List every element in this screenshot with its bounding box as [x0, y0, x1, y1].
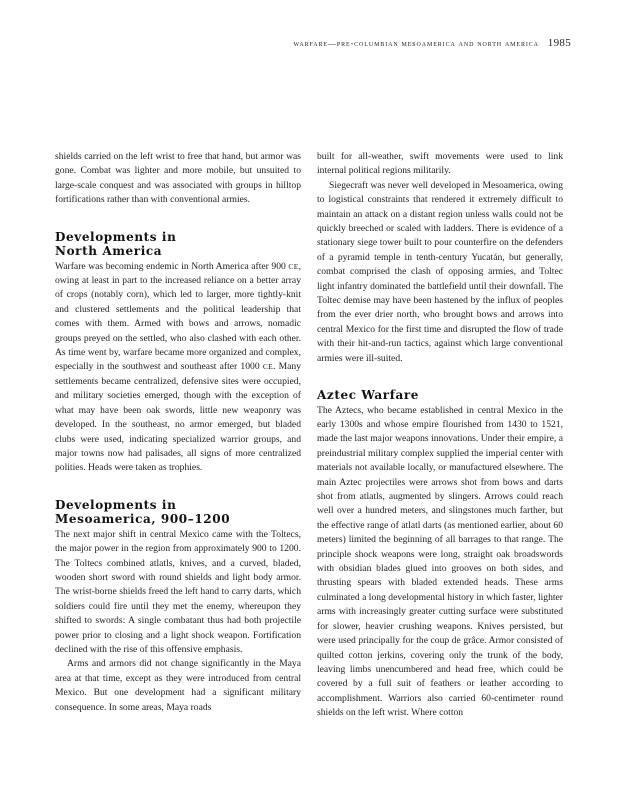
paragraph-north-america-part-a: Warfare was becoming endemic in North America after 900 [55, 260, 289, 272]
paragraph-roads: built for all-weather, swift movements were used to link internal political regions militarily. [317, 151, 563, 177]
heading-aztec-warfare: Aztec Warfare [317, 388, 420, 403]
heading-mesoamerica-line1: Developments in [55, 497, 177, 512]
running-head [293, 37, 571, 49]
paragraph-aztecs: The Aztecs, who became established in central Mexico in the early 1300s and whose empire flourished from 1430 to 1521, made the last major weapons innovations. Under their empire, a preindustrial military complex supplied the imperial center with materials not available locally, or manufactured elsewhere. The main Aztec projectiles were arrows shot from bows and darts shot from atlatls, augmented by slingers. Arrows could reach well over a hundred meters, and slingstones much farther, but the effective range of atlatl darts (as mentioned earlier, about 60 meters) limited the beginning of all barrages to that range. The principle shock weapons were long, straight oak broadswords with obsidian blades glued into grooves on both sides, and thrusting spears with bladed extended heads. These arms culminated a long developmental history in which faster, lighter arms with increasingly greater cutting surface were substituted for slower, heavier crushing weapons. Knives persisted, but were used principally for the coup de grâce. Armor consisted of quilted cotton jerkins, covering only the trunk of the body, leaving limbs unencumbered and head free, which could be covered by a full suit of feathers or leather according to accomplishment. Warriors also carried 60-centimeter round shields on the left wrist. Where cotton [317, 404, 563, 719]
running-head-title-left: warfare [293, 39, 328, 48]
page-number: 1985 [547, 37, 571, 49]
era-marker: CE [288, 261, 299, 271]
paragraph-north-america-part-c: . Many settlements became centralized, defensive sites were occupied, and military societies emerged, though with the exception of what may have been oak swords, little new weaponry was developed. In the southeast, no armor emerged, but bladed clubs were used, indicating specialized warrior groups, and major towns now had palisades, all signs of more centralized polities. Heads were taken as trophies. [55, 361, 301, 474]
paragraph-north-america-part-b: , owing at least in part to the increased reliance on a better array of crops (notably corn), which led to larger, more tightly-knit and clustered settlements and the political leadership that comes with them. Armed with bows and arrows, nomadic groups preyed on the settled, who also clashed with each other. As time went by, warfare became more organized and complex, especially in the southwest and southeast after 1000 [55, 260, 301, 373]
right-column [317, 150, 563, 721]
running-head-title-mid: pre-columbian mesoamerica and north america [336, 39, 539, 48]
heading-mesoamerica [55, 498, 301, 527]
heading-north-america-line1: Developments in [55, 229, 177, 244]
paragraph-siegecraft: Siegecraft was never well developed in Mesoamerica, owing to logistical constraints that rendered it extremely difficult to maintain an attack on a distant region unless walls could not be quickly breeched or scaled with ladders. There is evidence of a stationary siege tower built to pour counterfire on the defenders of a pyramid temple in tenth-century Yucatán, but generally, combat comprised the clash of opposing armies, and Toltec light infantry dominated the battlefield until their downfall. The Toltec demise may have been hastened by the influx of peoples from the ever drier north, who brought bows and arrows into central Mexico for the first time and disrupted the flow of trade with their hit-and-run tactics, against which large conventional armies were ill-suited. [317, 179, 563, 364]
paragraph-toltecs: The next major shift in central Mexico came with the Toltecs, the major power in the region from approximately 900 to 1200. The Toltecs combined atlatls, knives, and a curved, bladed, wooden short sword with round shields and light body armor. The wrist-borne shields freed the left hand to carry darts, which soldiers could fire until they met the enemy, whereupon they shifted to swords: A single combatant thus had both projectile power prior to closing and a light shock weapon. Fortification declined with the rise of this offensive emphasis. [55, 528, 301, 655]
running-head-dash: — [327, 39, 337, 48]
era-marker: CE [262, 362, 274, 372]
paragraph-maya: Arms and armors did not change significantly in the Maya area at that time, except as they were introduced from central Mexico. But one development had a significant military consequence. In some areas, Maya roads [55, 658, 301, 713]
heading-north-america-line2: North America [55, 244, 163, 259]
paragraph-north-america [55, 260, 301, 476]
paragraph-continued: shields carried on the left wrist to free that hand, but armor was gone. Combat was lighter and more mobile, but unsuited to large-scale conquest and was associated with groups in hilltop fortifications rather than with conventional armies. [55, 151, 301, 206]
heading-north-america [55, 230, 301, 259]
heading-mesoamerica-line2: Mesoamerica, 900–1200 [55, 512, 231, 527]
left-column [55, 150, 301, 715]
